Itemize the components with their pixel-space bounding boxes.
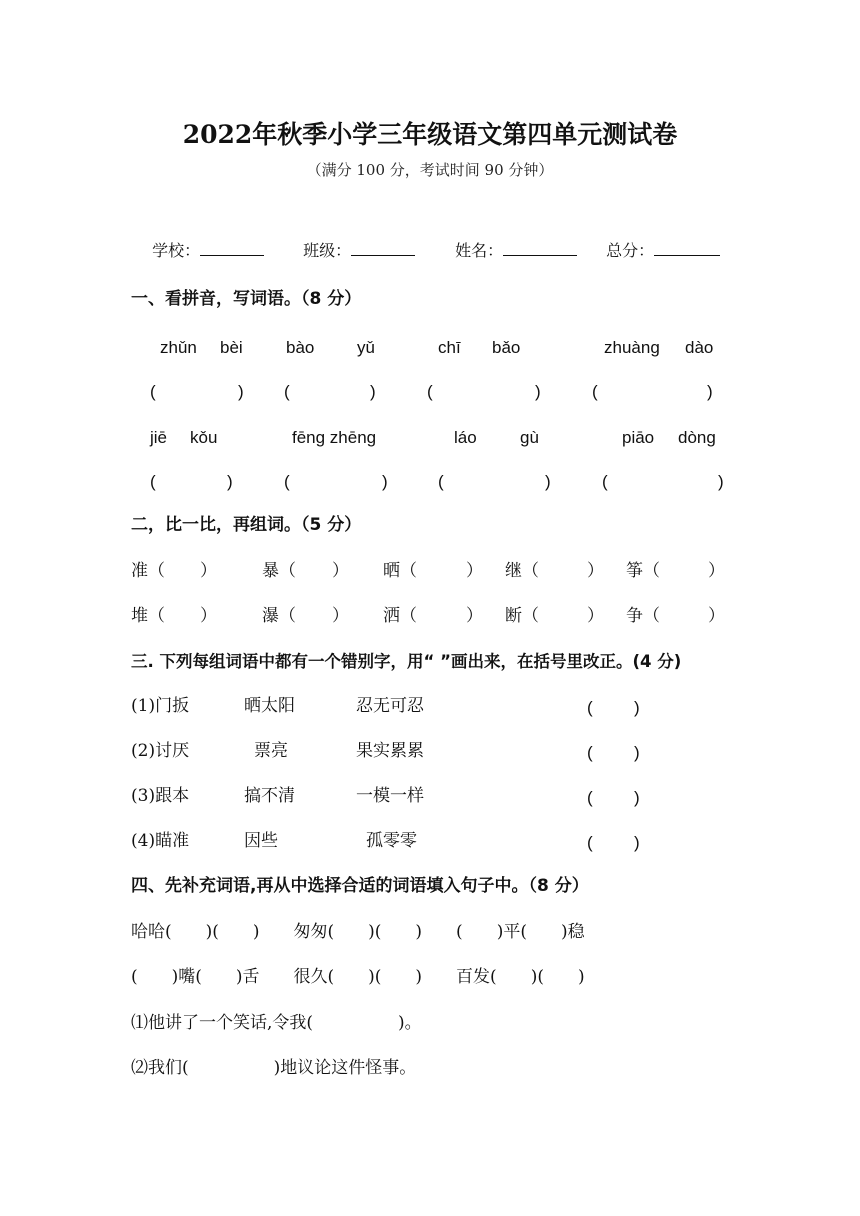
compare-char: 争（ xyxy=(626,606,660,626)
error-item-label: (3)跟本 xyxy=(131,786,190,806)
total-blank[interactable] xyxy=(654,240,720,256)
compare-paren-close: ） xyxy=(587,606,604,626)
answer-paren-open[interactable]: ( xyxy=(587,698,593,717)
error-item-label: (1)门扳 xyxy=(131,696,190,716)
pinyin: dòng xyxy=(678,428,716,447)
total-label: 总分： xyxy=(606,241,655,260)
compare-char: 准（ xyxy=(131,561,165,581)
error-item-word: 晒太阳 xyxy=(244,696,295,716)
compare-paren-close: ） xyxy=(332,606,349,626)
answer-paren-close[interactable]: ) xyxy=(634,788,640,807)
section4-heading: 四、先补充词语,再从中选择合适的词语填入句子中。（8 分） xyxy=(131,876,589,896)
answer-paren-close[interactable]: ) xyxy=(707,382,713,401)
fill-sentence[interactable]: ⑴他讲了一个笑话,令我( )。 xyxy=(131,1013,422,1033)
answer-paren-open[interactable]: ( xyxy=(150,472,156,491)
answer-paren-close[interactable]: ) xyxy=(545,472,551,491)
error-item-label: (2)讨厌 xyxy=(131,741,190,761)
compare-char: 继（ xyxy=(505,561,539,581)
pinyin: piāo xyxy=(622,428,655,447)
page-subtitle: （满分 100 分，考试时间 90 分钟） xyxy=(306,161,554,179)
answer-paren-open[interactable]: ( xyxy=(587,788,593,807)
pinyin: bǎo xyxy=(492,338,521,357)
page-title: 2022年秋季小学三年级语文第四单元测试卷 xyxy=(182,120,678,149)
class-blank[interactable] xyxy=(351,240,415,256)
pinyin: fēng zhēng xyxy=(292,428,377,447)
compare-paren-close: ） xyxy=(332,561,349,581)
compare-char: 瀑（ xyxy=(262,606,296,626)
answer-paren-open[interactable]: ( xyxy=(427,382,433,401)
section1-heading: 一、看拼音，写词语。（8 分） xyxy=(131,289,362,309)
answer-paren-close[interactable]: ) xyxy=(370,382,376,401)
answer-paren-open[interactable]: ( xyxy=(587,833,593,852)
compare-paren-close: ） xyxy=(200,606,217,626)
pinyin: chī xyxy=(438,338,461,357)
compare-paren-close: ） xyxy=(200,561,217,581)
class-label: 班级： xyxy=(303,241,352,260)
answer-paren-close[interactable]: ) xyxy=(634,698,640,717)
compare-char: 断（ xyxy=(505,606,539,626)
compare-paren-close: ） xyxy=(708,561,725,581)
error-item-word: 果实累累 xyxy=(356,741,424,761)
error-item-label: (4)瞄准 xyxy=(131,831,190,851)
section2-heading: 二，比一比，再组词。（5 分） xyxy=(131,515,362,535)
pinyin: bào xyxy=(286,338,315,357)
answer-paren-close[interactable]: ) xyxy=(634,743,640,762)
answer-paren-open[interactable]: ( xyxy=(587,743,593,762)
compare-paren-close: ） xyxy=(466,561,483,581)
fill-words-row[interactable]: 哈哈( )( ) 匆匆( )( ) ( )平( )稳 xyxy=(131,922,585,942)
answer-paren-close[interactable]: ) xyxy=(227,472,233,491)
compare-char: 堆（ xyxy=(131,606,165,626)
answer-paren-close[interactable]: ) xyxy=(382,472,388,491)
school-field xyxy=(142,224,264,259)
compare-char: 筝（ xyxy=(626,561,660,581)
school-label: 学校： xyxy=(152,241,201,260)
error-item-word: 票亮 xyxy=(254,741,288,761)
name-blank[interactable] xyxy=(503,240,577,256)
answer-paren-open[interactable]: ( xyxy=(592,382,598,401)
answer-paren-close[interactable]: ) xyxy=(634,833,640,852)
compare-paren-close: ） xyxy=(708,606,725,626)
compare-paren-close: ） xyxy=(466,606,483,626)
error-item-word: 孤零零 xyxy=(366,831,417,851)
error-item-word: 搞不清 xyxy=(244,786,295,806)
pinyin: gù xyxy=(520,428,539,447)
school-blank[interactable] xyxy=(200,240,264,256)
section3-heading: 三. 下列每组词语中都有一个错别字，用“ ”画出来，在括号里改正。(4 分) xyxy=(131,652,682,671)
error-item-word: 因些 xyxy=(244,831,278,851)
compare-char: 晒（ xyxy=(383,561,417,581)
compare-paren-close: ） xyxy=(587,561,604,581)
name-field xyxy=(445,224,577,259)
compare-char: 洒（ xyxy=(383,606,417,626)
answer-paren-open[interactable]: ( xyxy=(150,382,156,401)
answer-paren-open[interactable]: ( xyxy=(602,472,608,491)
compare-char: 暴（ xyxy=(262,561,296,581)
pinyin: zhuàng xyxy=(604,338,660,357)
pinyin: jiē xyxy=(150,428,168,447)
error-item-word: 一模一样 xyxy=(356,786,424,806)
pinyin: bèi xyxy=(220,338,243,357)
answer-paren-close[interactable]: ) xyxy=(718,472,724,491)
pinyin: yǔ xyxy=(357,338,375,357)
error-item-word: 忍无可忍 xyxy=(356,696,424,716)
fill-words-row[interactable]: ( )嘴( )舌 很久( )( ) 百发( )( ) xyxy=(131,967,585,987)
answer-paren-open[interactable]: ( xyxy=(438,472,444,491)
answer-paren-open[interactable]: ( xyxy=(284,472,290,491)
pinyin: zhǔn xyxy=(160,338,197,357)
answer-paren-close[interactable]: ) xyxy=(535,382,541,401)
name-label: 姓名： xyxy=(455,241,504,260)
pinyin: láo xyxy=(454,428,477,447)
answer-paren-open[interactable]: ( xyxy=(284,382,290,401)
pinyin: kǒu xyxy=(190,428,218,447)
total-field xyxy=(596,224,720,259)
fill-sentence[interactable]: ⑵我们( )地议论这件怪事。 xyxy=(131,1058,417,1078)
answer-paren-close[interactable]: ) xyxy=(238,382,244,401)
pinyin: dào xyxy=(685,338,714,357)
class-field xyxy=(293,224,415,259)
